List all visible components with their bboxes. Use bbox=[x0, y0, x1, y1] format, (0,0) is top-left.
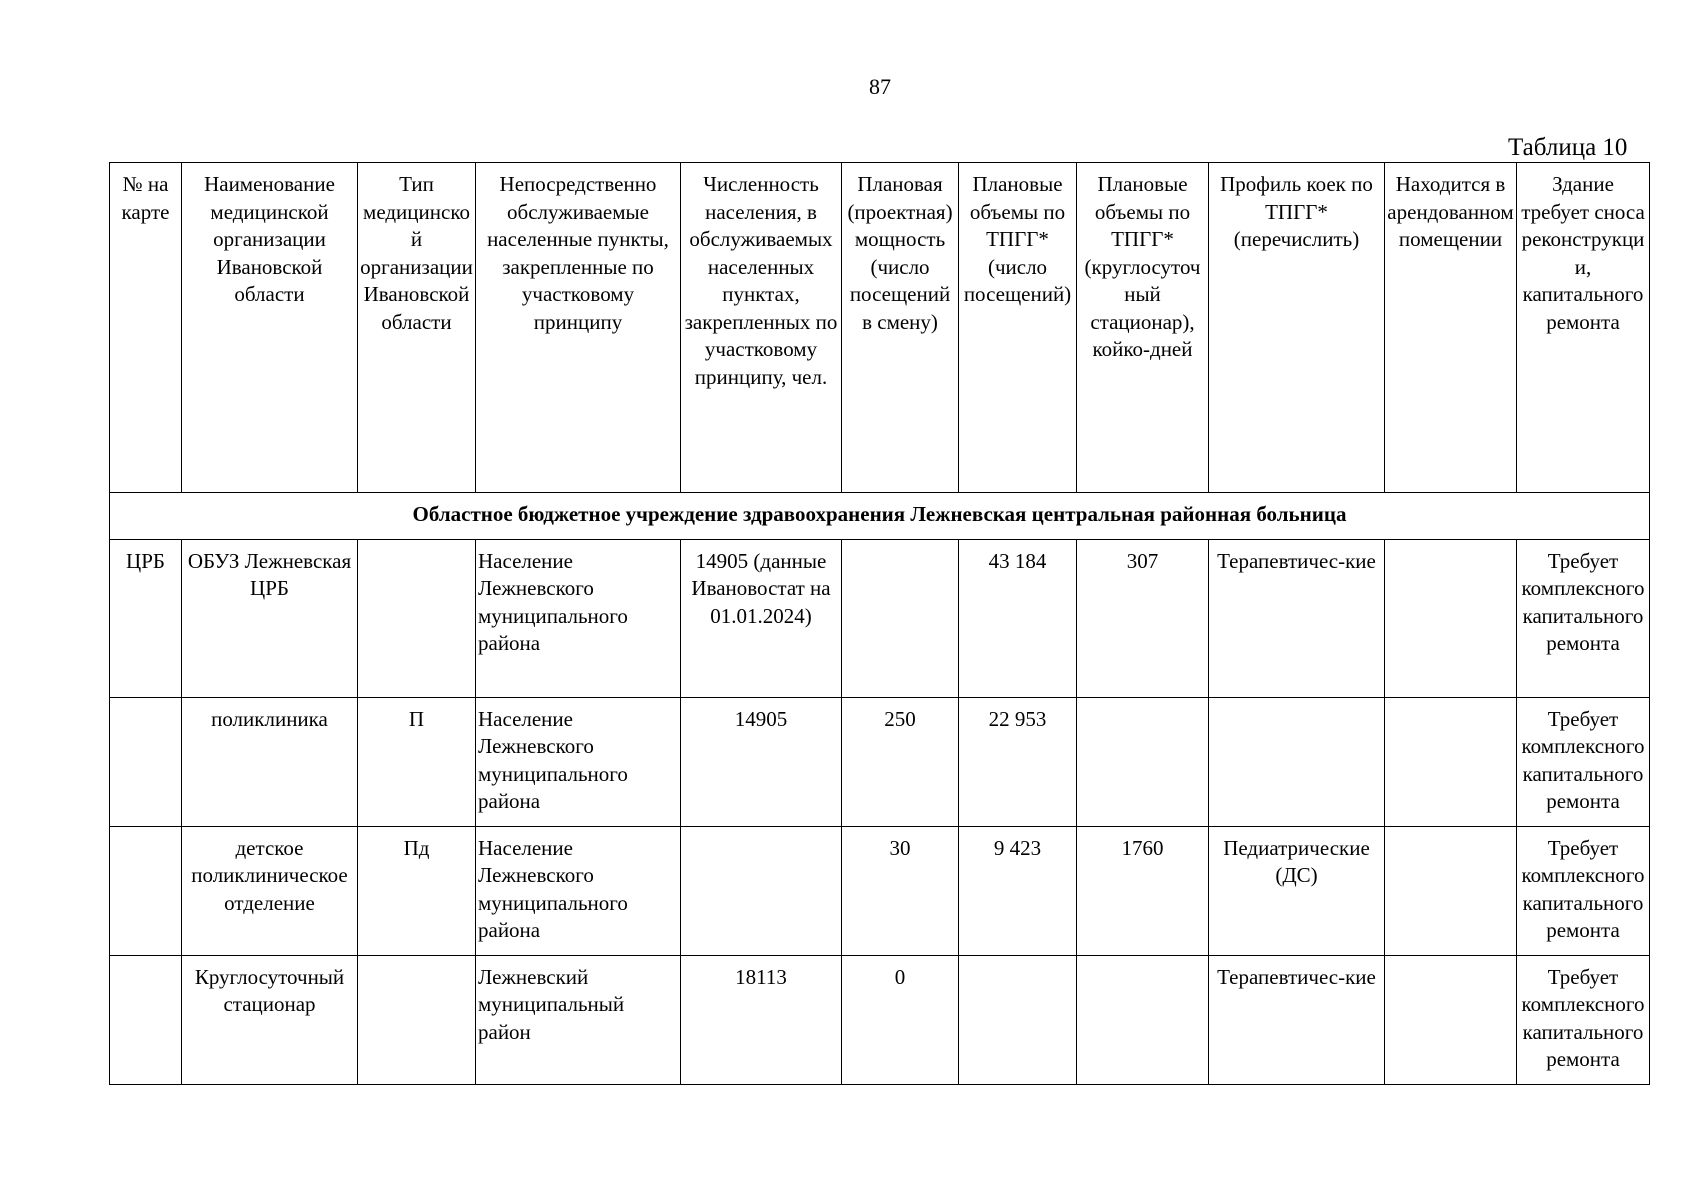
cell-bed-profile: Педиатрические (ДС) bbox=[1209, 826, 1385, 955]
cell-bed-profile: Терапевтичес-кие bbox=[1209, 539, 1385, 697]
cell-capacity bbox=[842, 539, 959, 697]
cell-map-number bbox=[110, 697, 182, 826]
cell-bed-profile bbox=[1209, 697, 1385, 826]
cell-capacity: 30 bbox=[842, 826, 959, 955]
cell-organization-name: ОБУЗ Лежневская ЦРБ bbox=[182, 539, 358, 697]
cell-rented bbox=[1385, 955, 1517, 1084]
table-row bbox=[110, 697, 1650, 826]
cell-volume-beds: 1760 bbox=[1077, 826, 1209, 955]
cell-volume-beds bbox=[1077, 955, 1209, 1084]
section-title: Областное бюджетное учреждение здравоохранения Лежневская центральная районная больница bbox=[110, 493, 1650, 540]
table-row bbox=[110, 955, 1650, 1084]
header-organization-type: Тип медицинской организации Ивановской области bbox=[358, 163, 476, 493]
header-volume-visits: Плановые объемы по ТПГГ* (число посещений) bbox=[959, 163, 1077, 493]
cell-building-state: Требует комплексного капитального ремонта bbox=[1517, 539, 1650, 697]
cell-volume-beds bbox=[1077, 697, 1209, 826]
cell-volume-visits: 43 184 bbox=[959, 539, 1077, 697]
cell-capacity: 250 bbox=[842, 697, 959, 826]
cell-building-state: Требует комплексного капитального ремонта bbox=[1517, 697, 1650, 826]
cell-rented bbox=[1385, 539, 1517, 697]
cell-organization-name: поликлиника bbox=[182, 697, 358, 826]
header-settlements: Непосредственно обслуживаемые населенные пункты, закрепленные по участковому принципу bbox=[476, 163, 681, 493]
cell-rented bbox=[1385, 826, 1517, 955]
header-building-state: Здание требует сноса реконструкции, капитального ремонта bbox=[1517, 163, 1650, 493]
header-map-number: № на карте bbox=[110, 163, 182, 493]
table-header-row bbox=[110, 163, 1650, 493]
header-rented: Находится в арендованном помещении bbox=[1385, 163, 1517, 493]
section-row bbox=[110, 493, 1650, 540]
header-organization-name: Наименование медицинской организации Ивановской области bbox=[182, 163, 358, 493]
cell-settlements: Лежневский муниципальный район bbox=[476, 955, 681, 1084]
cell-organization-type: П bbox=[358, 697, 476, 826]
table-row bbox=[110, 826, 1650, 955]
cell-organization-name: детское поликлиническое отделение bbox=[182, 826, 358, 955]
header-bed-profile: Профиль коек по ТПГГ* (перечислить) bbox=[1209, 163, 1385, 493]
cell-rented bbox=[1385, 697, 1517, 826]
cell-building-state: Требует комплексного капитального ремонта bbox=[1517, 955, 1650, 1084]
page-number: 87 bbox=[869, 74, 891, 99]
cell-settlements: Население Лежневского муниципального района bbox=[476, 539, 681, 697]
cell-organization-type bbox=[358, 955, 476, 1084]
cell-volume-visits: 22 953 bbox=[959, 697, 1077, 826]
data-table bbox=[109, 162, 1650, 1085]
table-caption: Таблица 10 bbox=[1508, 134, 1628, 161]
cell-settlements: Население Лежневского муниципального района bbox=[476, 697, 681, 826]
cell-capacity: 0 bbox=[842, 955, 959, 1084]
cell-organization-name: Круглосуточный стационар bbox=[182, 955, 358, 1084]
cell-volume-visits bbox=[959, 955, 1077, 1084]
cell-population: 18113 bbox=[681, 955, 842, 1084]
header-volume-beds: Плановые объемы по ТПГГ* (круглосуточный стационар), койко-дней bbox=[1077, 163, 1209, 493]
cell-settlements: Население Лежневского муниципального района bbox=[476, 826, 681, 955]
cell-map-number bbox=[110, 826, 182, 955]
cell-organization-type: Пд bbox=[358, 826, 476, 955]
header-population: Численность населения, в обслуживаемых населенных пунктах, закрепленных по участковому принципу, чел. bbox=[681, 163, 842, 493]
cell-volume-beds: 307 bbox=[1077, 539, 1209, 697]
table-row bbox=[110, 539, 1650, 697]
cell-population: 14905 (данные Ивановостат на 01.01.2024) bbox=[681, 539, 842, 697]
header-capacity: Плановая (проектная) мощность (число посещений в смену) bbox=[842, 163, 959, 493]
cell-map-number bbox=[110, 955, 182, 1084]
cell-building-state: Требует комплексного капитального ремонта bbox=[1517, 826, 1650, 955]
cell-bed-profile: Терапевтичес-кие bbox=[1209, 955, 1385, 1084]
cell-population bbox=[681, 826, 842, 955]
cell-volume-visits: 9 423 bbox=[959, 826, 1077, 955]
cell-map-number: ЦРБ bbox=[110, 539, 182, 697]
cell-organization-type bbox=[358, 539, 476, 697]
cell-population: 14905 bbox=[681, 697, 842, 826]
